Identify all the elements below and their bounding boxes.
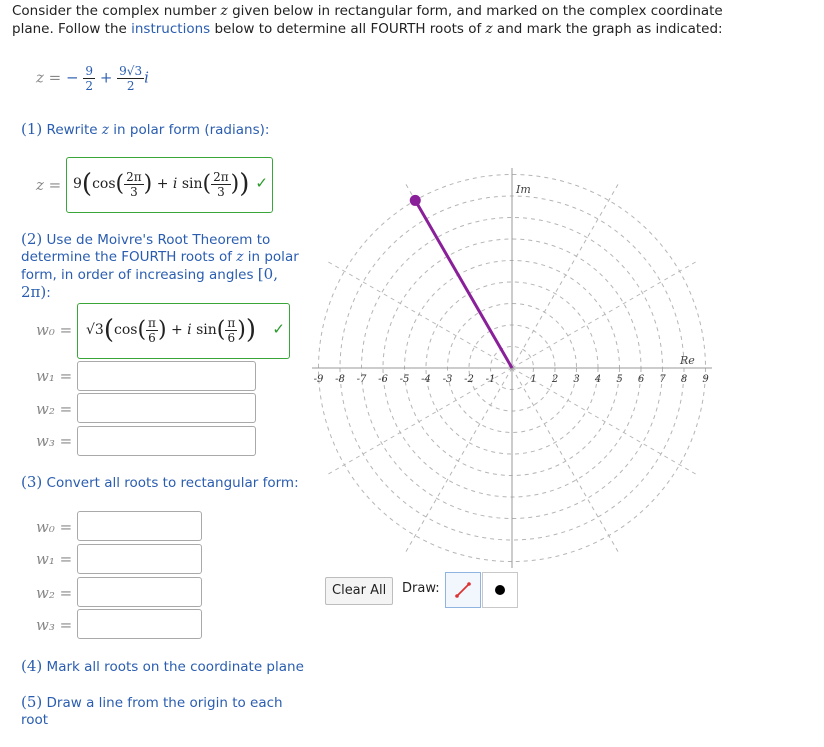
x-tick-label: -4 [421, 374, 431, 385]
im-axis-label: Im [516, 183, 531, 196]
x-tick-label: -9 [313, 374, 324, 385]
step1-z-label: z = [36, 176, 62, 194]
correct-check-icon: ✓ [272, 320, 285, 338]
complex-polar-graph[interactable] [312, 168, 712, 568]
x-tick-label: 5 [616, 374, 623, 385]
x-tick-label: 1 [530, 374, 537, 385]
step3-heading: (3) Convert all roots to rectangular form: [21, 473, 299, 491]
w1-rect-label: w₁ = [36, 550, 73, 568]
polar-grid-ray [512, 368, 623, 554]
point-tool-button[interactable] [482, 572, 518, 608]
polar-grid-ray [405, 368, 513, 554]
polar-grid-ray [326, 368, 512, 476]
x-tick-label: 4 [594, 374, 602, 385]
line-tool-icon [446, 573, 480, 607]
real-axis-tick-labels [314, 374, 710, 385]
instructions-link[interactable]: instructions [131, 21, 211, 37]
w3-polar-input[interactable] [77, 426, 256, 456]
w2-polar-label: w₂ = [36, 400, 73, 418]
polar-form-answer-field[interactable]: 9(cos( $\frac{2\pi}{3}$ ) + i sin( $\frac{2\pi}{3}$ )) ✓ [66, 157, 273, 213]
correct-check-icon: ✓ [255, 174, 268, 192]
x-tick-label: -6 [378, 374, 388, 385]
step4-heading: (4) Mark all roots on the coordinate plane [21, 657, 304, 675]
polar-grid-ray [512, 261, 698, 369]
w0-polar-label: w₀ = [36, 321, 73, 339]
x-tick-label: -7 [356, 374, 367, 385]
w0-polar-answer-field[interactable]: √3(cos( $\frac{\pi}{6}$ ) + i sin( $\frac{\pi}{6}$ )) ✓ [77, 303, 290, 359]
x-tick-label: 6 [637, 374, 645, 385]
w0-rect-input[interactable] [77, 511, 202, 541]
polar-grid-ray [512, 182, 620, 368]
draw-label: Draw: [402, 581, 440, 596]
instructions-intro: Consider the complex number z given below in rectangular form, and marked on the complex coordinate plane. Follow the instructions below to determine all FOURTH roots of z and mark the graph as indicated: [12, 3, 723, 37]
x-tick-label: 2 [551, 374, 559, 385]
x-tick-label: 3 [573, 374, 580, 385]
w2-rect-label: w₂ = [36, 584, 73, 602]
w1-polar-input[interactable] [77, 361, 256, 391]
x-tick-label: -1 [485, 374, 496, 385]
x-tick-label: -2 [464, 374, 474, 385]
step2-heading: (2) Use de Moivre's Root Theorem to determine the FOURTH roots of z in polar form, in order of increasing angles [0, 2π): [21, 230, 299, 301]
w1-polar-label: w₁ = [36, 367, 73, 385]
w1-rect-input[interactable] [77, 544, 202, 574]
step1-heading: (1) Rewrite z in polar form (radians): [21, 120, 270, 138]
step5-heading: (5) Draw a line from the origin to each root [21, 693, 283, 728]
w3-rect-input[interactable] [77, 609, 202, 639]
w3-rect-label: w₃ = [36, 616, 73, 634]
w3-polar-label: w₃ = [36, 432, 73, 450]
line-tool-button[interactable] [445, 572, 481, 608]
x-tick-label: 8 [680, 374, 688, 385]
x-tick-label: 9 [702, 374, 709, 385]
polar-grid-ray [326, 261, 512, 369]
re-axis-label: Re [680, 354, 695, 367]
x-tick-label: -5 [399, 374, 410, 385]
w0-rect-label: w₀ = [36, 518, 73, 536]
given-z-expression: z = − $\frac{9}{2}$ + $\frac{9√3}{2}$ i [36, 64, 149, 93]
w2-rect-input[interactable] [77, 577, 202, 607]
x-tick-label: -3 [442, 374, 453, 385]
point-tool-icon [483, 573, 517, 607]
polar-grid-ray [512, 368, 698, 476]
clear-all-button[interactable]: Clear All [325, 577, 393, 605]
z-point-marker[interactable] [410, 195, 421, 206]
x-tick-label: -8 [335, 374, 345, 385]
w2-polar-input[interactable] [77, 393, 256, 423]
x-tick-label: 7 [659, 374, 666, 385]
